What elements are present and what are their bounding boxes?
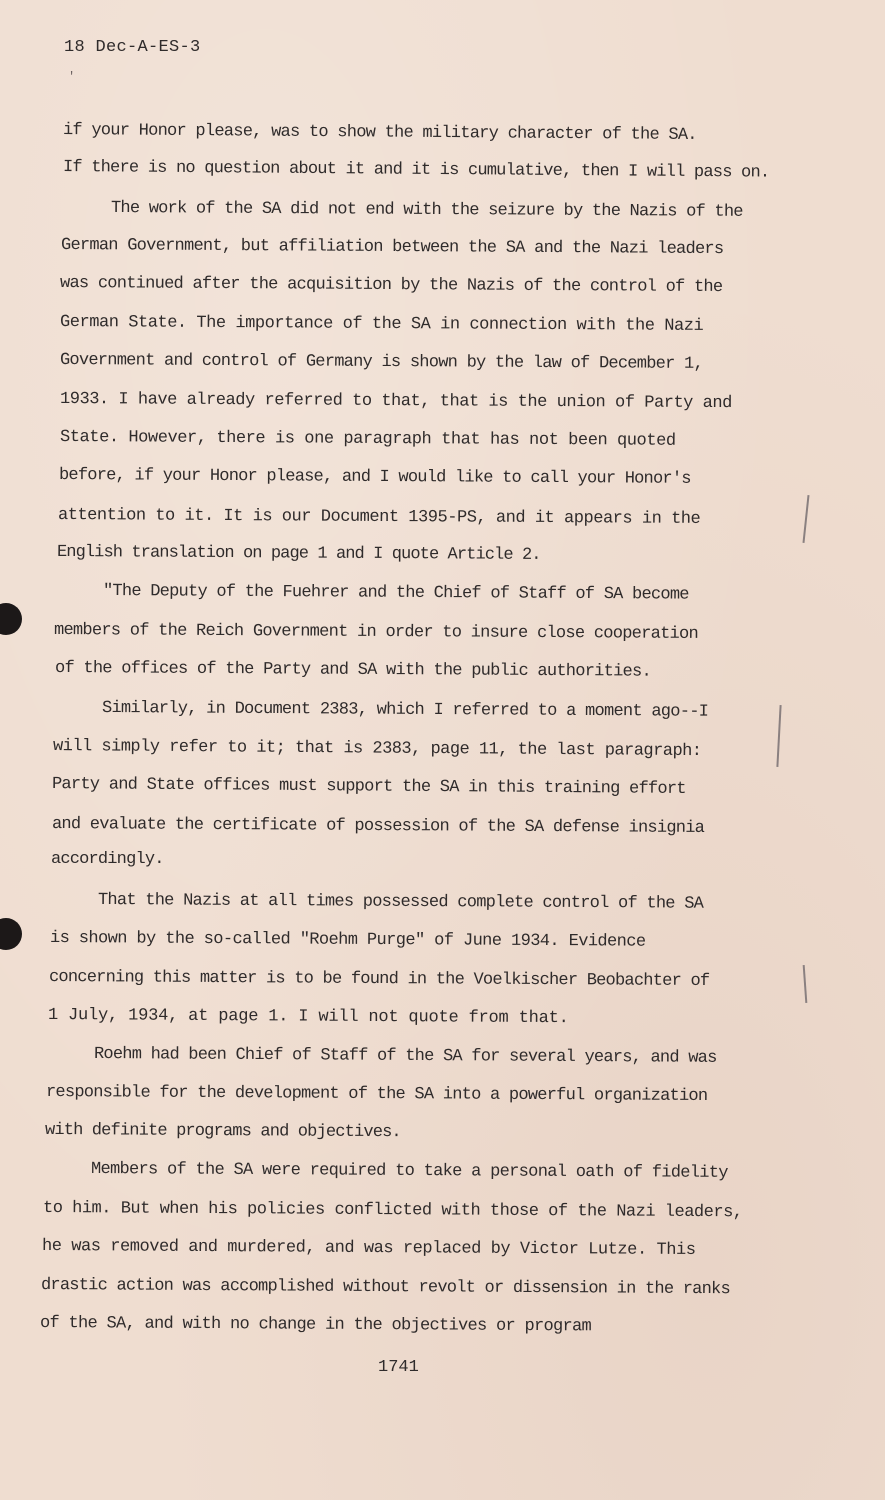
text-line: That the Nazis at all times possessed complete control of the SA — [97, 891, 704, 914]
text-line: is shown by the so-called "Roehm Purge" of June 1934. Evidence — [49, 929, 646, 952]
text-line: Roehm had been Chief of Staff of the SA for several years, and was — [93, 1045, 717, 1068]
page-header: 18 Dec-A-ES-3 — [64, 38, 201, 57]
text-line: State. However, there is one paragraph that has not been quoted — [59, 428, 676, 451]
text-line: Similarly, in Document 2383, which I referred to a moment ago--I — [101, 699, 709, 722]
text-line: before, if your Honor please, and I would like to call your Honor's — [58, 466, 691, 489]
text-line: German State. The importance of the SA in connection with the Nazi — [59, 313, 704, 336]
punch-hole — [0, 603, 22, 635]
text-line: accordingly. — [51, 850, 164, 869]
text-line: will simply refer to it; that is 2383, page 11, the last paragraph: — [52, 737, 702, 762]
text-line: German Government, but affiliation between the SA and the Nazi leaders — [60, 236, 724, 260]
margin-pencil-mark — [776, 705, 781, 767]
text-line: concerning this matter is to be found in the Voelkischer Beobachter of — [48, 968, 710, 992]
margin-pencil-mark — [802, 495, 809, 543]
text-line: 1 July, 1934, at page 1. I will not quote from that. — [47, 1006, 569, 1029]
text-line: Government and control of Germany is shown by the law of December 1, — [59, 351, 704, 374]
text-line: 1933. I have already referred to that, that is the union of Party and — [59, 390, 732, 414]
text-line: English translation on page 1 and I quote Article 2. — [56, 543, 541, 565]
text-line: responsible for the development of the SA into a powerful organization — [45, 1083, 708, 1107]
text-line: if your Honor please, was to show the military character of the SA. — [62, 121, 697, 145]
stray-mark: ' — [68, 70, 76, 84]
text-line: he was removed and murdered, and was replaced by Victor Lutze. This — [41, 1237, 696, 1260]
text-line: and evaluate the certificate of possession of the SA defense insignia — [51, 815, 705, 838]
text-line: "The Deputy of the Fuehrer and the Chief of Staff of SA become — [102, 582, 689, 605]
page-number: 1741 — [378, 1358, 419, 1377]
punch-hole — [0, 918, 22, 950]
text-line: Members of the SA were required to take a personal oath of fidelity — [90, 1160, 728, 1183]
text-line: of the SA, and with no change in the objectives or program — [39, 1314, 592, 1337]
text-line: of the offices of the Party and SA with the public authorities. — [54, 659, 652, 682]
margin-pencil-mark — [803, 965, 807, 1003]
text-line: to him. But when his policies conflicted with those of the Nazi leaders, — [42, 1199, 743, 1223]
text-line: If there is no question about it and it is cumulative, then I will pass on. — [62, 158, 770, 183]
text-line: drastic action was accomplished without revolt or dissension in the ranks — [40, 1276, 730, 1300]
text-line: The work of the SA did not end with the seizure by the Nazis of the — [110, 199, 743, 222]
text-line: attention to it. It is our Document 1395-PS, and it appears in the — [57, 506, 701, 529]
text-line: Party and State offices must support the SA in this training effort — [51, 775, 686, 799]
text-line: members of the Reich Government in order to insure close cooperation — [53, 621, 699, 644]
text-line: was continued after the acquisition by the Nazis of the control of the — [59, 274, 723, 298]
text-line: with definite programs and objectives. — [44, 1121, 401, 1143]
